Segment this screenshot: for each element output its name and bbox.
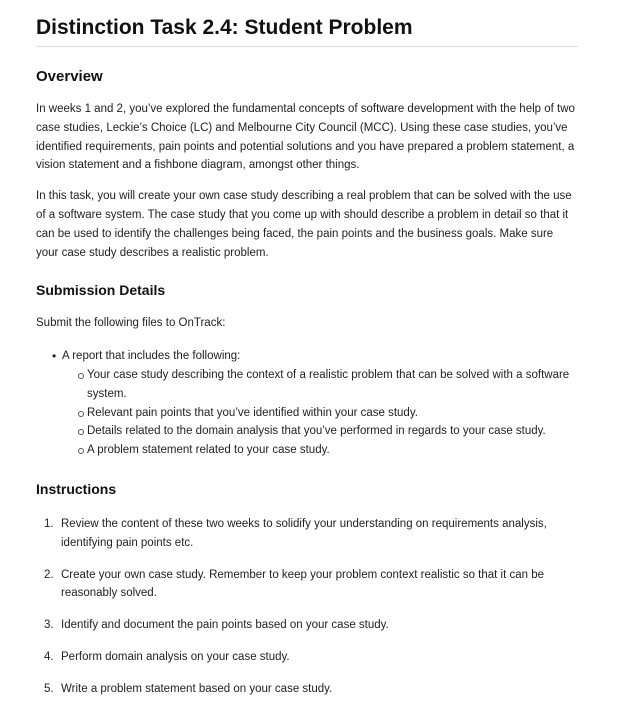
overview-paragraph-1: In weeks 1 and 2, you’ve explored the fundamental concepts of software development with the help of two case studies, Leckie’s Choice (LC) and Melbourne City Council (MCC). Using these case studies, you’ve identified requirements, pain points and potential solutions and you have prepared a problem statement, a vision statement and a fishbone diagram, amongst other things. xyxy=(36,103,575,172)
step-number: 4. xyxy=(44,650,54,663)
step-number: 2. xyxy=(44,568,54,581)
step-number: 3. xyxy=(44,619,54,632)
submission-bullet-text: A report that includes the following: xyxy=(62,350,241,363)
instructions-heading: Instructions xyxy=(36,480,117,497)
step-number: 1. xyxy=(44,517,54,530)
overview-heading: Overview xyxy=(36,68,103,85)
page-title: Distinction Task 2.4: Student Problem xyxy=(36,14,578,47)
submission-list xyxy=(36,347,578,460)
list-item xyxy=(62,347,578,460)
submission-heading: Submission Details xyxy=(36,282,166,299)
sub-list-item: A problem statement related to your case study. xyxy=(87,441,578,460)
sub-list-item: Your case study describing the context of a realistic problem that can be solved with a software system. xyxy=(87,366,578,404)
instruction-step xyxy=(44,515,578,553)
instruction-step xyxy=(44,566,578,604)
sub-list-item: Details related to the domain analysis that you’ve performed in regards to your case study. xyxy=(87,422,578,441)
instructions-list xyxy=(36,515,578,699)
step-text: Write a problem statement based on your case study. xyxy=(61,682,333,695)
instruction-step xyxy=(44,680,578,699)
overview-paragraph-2: In this task, you will create your own case study describing a real problem that can be solved with the use of a software system. The case study that you come up with should describe a problem in detail so that it can be used to identify the challenges being faced, the pain points and the business goals. Make sure your case study describes a realistic problem. xyxy=(36,190,572,259)
step-number: 5. xyxy=(44,682,54,695)
submission-intro: Submit the following files to OnTrack: xyxy=(36,317,226,330)
sub-list-item: Relevant pain points that you’ve identified within your case study. xyxy=(87,404,578,423)
step-text: Identify and document the pain points based on your case study. xyxy=(61,619,389,632)
step-text: Create your own case study. Remember to keep your problem context realistic so that it can be reasonably solved. xyxy=(61,568,545,600)
instruction-step xyxy=(44,648,578,667)
submission-sub-list xyxy=(62,366,578,460)
instruction-step xyxy=(44,616,578,635)
step-text: Review the content of these two weeks to solidify your understanding on requirements analysis, identifying pain points etc. xyxy=(61,517,547,549)
document-page xyxy=(36,14,578,712)
step-text: Perform domain analysis on your case study. xyxy=(61,650,290,663)
